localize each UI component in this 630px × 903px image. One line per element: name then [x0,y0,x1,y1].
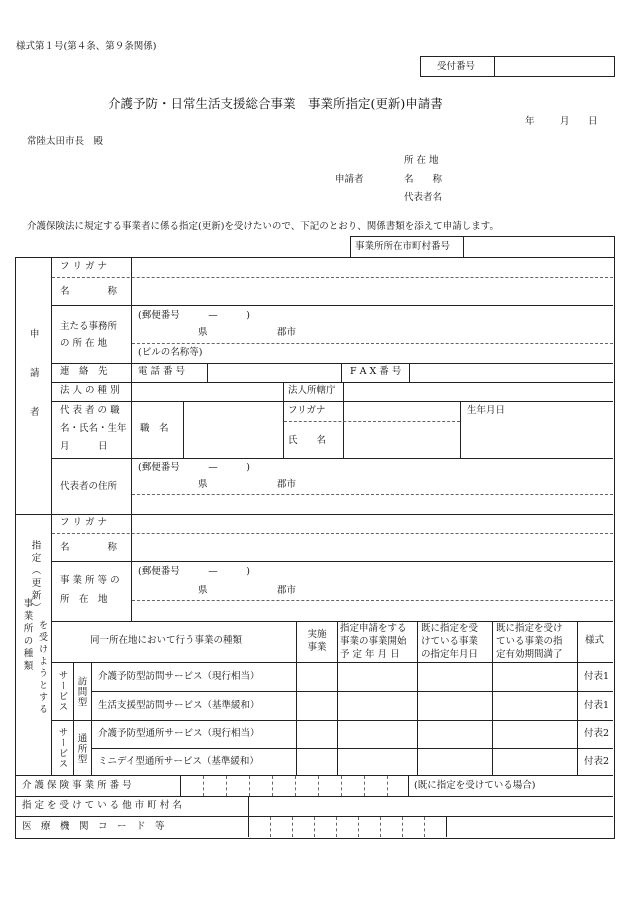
group2-type-label: 通所型 [75,733,87,765]
facility-name-field[interactable] [133,535,611,559]
medical-code-label: 医 療 機 関 コ ー ド 等 [22,821,165,832]
rep-label-1: 代 表 者 の 職 [60,405,120,416]
applicant-name-row-label: 名 称 [60,286,118,297]
applicant-name-label: 名 称 [404,174,443,185]
care-number-note: (既に指定を受けている場合) [414,780,536,791]
applicant-furigana-label: フ リ ガ ナ [60,261,108,272]
applicant-address-field[interactable] [310,322,610,340]
col-form: 様式 [585,635,605,646]
applicant-address-label-2: の 所 在 地 [60,338,108,349]
group1-type-label: 訪問型 [75,676,87,708]
applicant-side-2: 請 [30,368,40,379]
applicant-side-3: 者 [30,407,40,418]
facility-side-right: 事業所の種類 [21,598,33,673]
fax-label: F A X 番 号 [350,366,402,377]
applicant-furigana-field[interactable] [133,259,611,275]
group2-service-label: サービス [56,727,68,769]
applicant-label: 申請者 [335,174,364,185]
service-row-3-name: 介護予防型通所サービス（現行相当） [98,728,260,739]
applicant-address-label-1: 主たる事務所 [60,321,118,332]
facility-address-label-1: 事 業 所 等 の [60,575,120,586]
col-already-designated: 既に指定を受 けている事業 の指定年月日 [421,623,479,660]
facility-side-mid: を受けようとする [37,620,47,716]
service-row-2-implement-cell[interactable] [298,693,335,718]
rep-furigana-field[interactable] [345,403,458,419]
form-title: 介護予防・日常生活支援総合事業 事業所指定(更新)申請書 [108,96,443,111]
applicant-name-field[interactable] [133,279,611,303]
facility-address-field[interactable] [310,580,610,598]
date-year: 年 [525,116,535,127]
facility-side-left: 指定（更新） [29,540,41,615]
fax-field[interactable] [411,365,611,380]
care-number-label: 介 護 保 険 事 業 所 番 号 [22,780,132,791]
other-city-label: 指 定 を 受 け て い る 他 市 町 村 名 [22,800,182,811]
receipt-number-label: 受付番号 [437,61,476,72]
facility-gun-label: 郡市 [277,585,297,596]
applicant-pref-label: 県 [198,327,208,338]
tel-label: 電 話 番 号 [138,366,186,377]
birth-label: 生年月日 [467,405,506,416]
col-implemented: 実施 事業 [307,629,327,654]
service-row-1-name: 介護予防型訪問サービス（現行相当） [98,671,260,682]
form-id: 様式第１号(第４条、第９条関係) [16,41,157,52]
applicant-side-1: 申 [30,329,40,340]
facility-pref-label: 県 [198,585,208,596]
service-row-3-implement-cell[interactable] [298,722,335,746]
applicant-postal-label: (郵便番号 — ) [138,310,250,321]
col-expiry: 既に指定を受け ている事業の指 定有効期間満了 [496,623,563,660]
service-row-1-form: 付表1 [584,671,610,682]
position-label: 職 名 [140,423,169,434]
service-row-4-name: ミニデイ型通所サービス（基準緩和） [98,756,259,767]
corp-type-label: 法 人 の 種 別 [60,385,120,396]
date-day: 日 [588,116,598,127]
corp-office-field[interactable] [345,384,611,399]
service-row-1-implement-cell[interactable] [298,664,335,689]
municipality-number-label: 事業所所在市町村番号 [355,241,451,252]
group1-service-label: サービス [56,670,68,712]
rep-label-2: 名・氏名・生年 [60,423,127,434]
col-service-type: 同一所在地において行う事業の種類 [90,635,243,646]
facility-address-label-2: 所 在 地 [60,594,108,605]
other-city-field[interactable] [250,798,611,814]
corp-type-field[interactable] [133,384,281,399]
medical-code-field[interactable] [250,818,444,835]
rep-pref-label: 県 [198,479,208,490]
rep-name-field[interactable] [345,423,458,456]
facility-name-label: 名 称 [60,542,118,553]
date-month: 月 [560,116,570,127]
applicant-gun-label: 郡市 [277,327,297,338]
rep-address-label: 代表者の住所 [60,481,118,492]
facility-furigana-label: フ リ ガ ナ [60,517,108,528]
municipality-number-field[interactable] [465,238,611,255]
position-field[interactable] [185,403,281,456]
addressee: 常陸太田市長 殿 [27,136,104,147]
applicant-building-label: (ビルの名称等) [138,347,203,358]
corp-office-label: 法人所轄庁 [288,385,336,396]
applicant-address-label: 所 在 地 [404,155,439,166]
rep-name-label: 氏 名 [288,435,327,446]
service-row-3-form: 付表2 [584,728,610,739]
service-row-4-form: 付表2 [584,756,610,767]
rep-address-field[interactable] [310,474,610,492]
col-start-date: 指定申請をする 事業の事業開始 予 定 年 月 日 [340,623,407,660]
rep-furigana-label: フリガナ [288,405,326,416]
facility-postal-label: (郵便番号 — ) [138,566,250,577]
applicant-rep-label: 代表者名 [404,192,443,203]
statement: 介護保険法に規定する事業者に係る指定(更新)を受けたいので、下記のとおり、関係書類を添えて申請します。 [27,221,499,232]
birth-field[interactable] [462,420,611,456]
receipt-number-field[interactable] [496,58,611,73]
rep-label-3: 月 日 [60,441,108,452]
rep-postal-label: (郵便番号 — ) [138,462,250,473]
facility-furigana-field[interactable] [133,516,611,531]
rep-gun-label: 郡市 [277,479,297,490]
service-row-2-form: 付表1 [584,700,610,711]
care-number-field[interactable] [182,777,406,794]
service-row-4-implement-cell[interactable] [298,750,335,773]
tel-field[interactable] [209,365,339,380]
contact-label: 連 絡 先 [60,366,108,377]
service-row-2-name: 生活支援型訪問サービス（基準緩和） [98,700,260,711]
